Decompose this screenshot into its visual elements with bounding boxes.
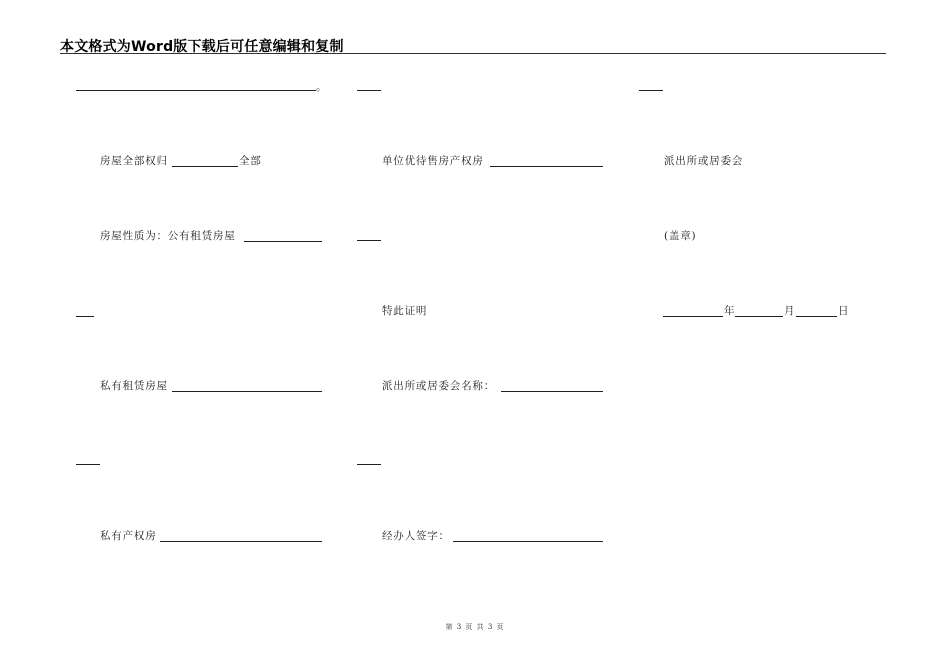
police-name-blank	[501, 391, 603, 392]
nature-blank	[244, 241, 322, 242]
seal-label: (盖章)	[664, 230, 697, 242]
ownership-label: 房屋全部权归	[100, 155, 168, 167]
day-blank	[796, 316, 837, 317]
ownership-suffix: 全部	[239, 155, 262, 167]
period-mark: 。	[316, 81, 328, 93]
month-label: 月	[784, 305, 796, 317]
header-title: 本文格式为Word版下载后可任意编辑和复制	[60, 39, 344, 55]
private-rent-blank	[172, 391, 322, 392]
unit-sale-blank	[490, 166, 603, 167]
certify-text: 特此证明	[382, 305, 428, 317]
month-blank	[735, 316, 783, 317]
blank-line	[76, 316, 94, 317]
blank-line	[357, 90, 381, 91]
page-number: 第 3 页 共 3 页	[445, 623, 505, 631]
year-blank	[663, 316, 723, 317]
ownership-blank	[172, 166, 238, 167]
unit-sale-label: 单位优待售房产权房	[382, 155, 484, 167]
blank-line	[639, 90, 663, 91]
police-label: 派出所或居委会	[664, 155, 744, 167]
private-rent-label: 私有租赁房屋	[100, 380, 168, 392]
private-property-label: 私有产权房	[100, 530, 157, 542]
page-header	[60, 36, 886, 54]
blank-line	[357, 464, 381, 465]
handler-sign-label: 经办人签字：	[382, 530, 450, 542]
police-name-label: 派出所或居委会名称：	[382, 380, 495, 392]
day-label: 日	[838, 305, 850, 317]
nature-label: 房屋性质为：公有租赁房屋	[100, 230, 236, 242]
blank-line	[76, 90, 316, 91]
blank-line	[76, 464, 100, 465]
private-property-blank	[160, 541, 322, 542]
year-label: 年	[724, 305, 736, 317]
handler-sign-blank	[453, 541, 603, 542]
blank-line	[357, 240, 381, 241]
